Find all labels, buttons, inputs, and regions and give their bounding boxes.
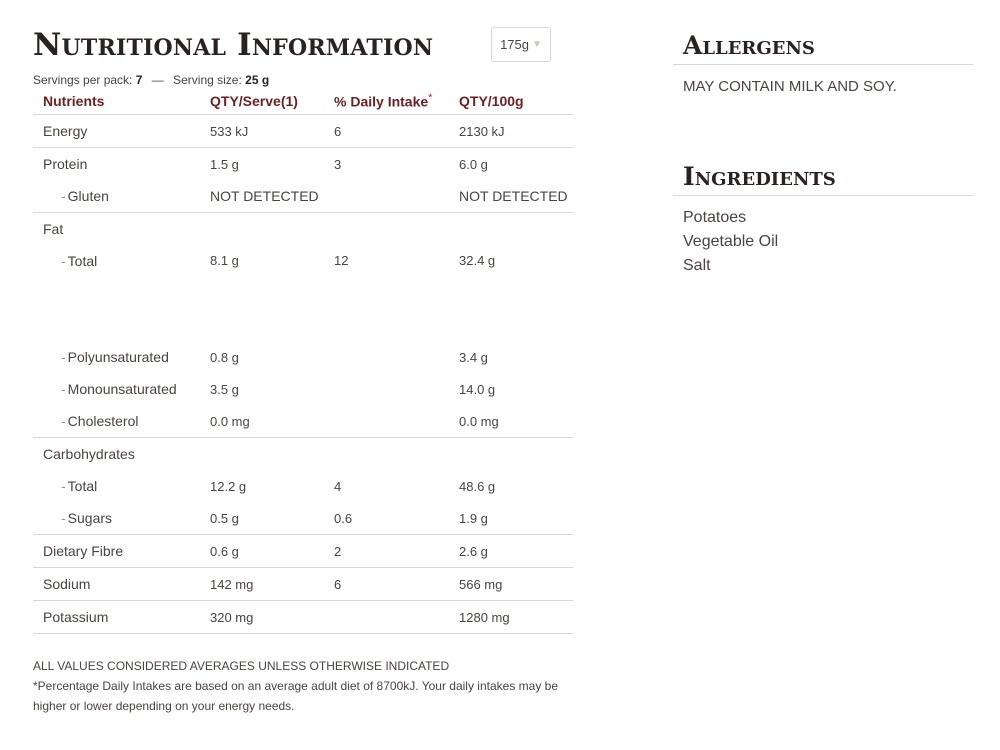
nutrient-label: [33, 180, 200, 213]
ingredients-list: [673, 206, 973, 278]
serving-size-select-value: 175g: [500, 37, 529, 52]
nutrition-footnote: [33, 656, 573, 716]
qty-100g: 0.0 mg: [449, 405, 573, 438]
daily-intake: [324, 213, 449, 246]
allergens-title: Allergens: [673, 28, 973, 65]
daily-intake: [324, 601, 449, 634]
qty-serve: 533 kJ: [200, 115, 324, 148]
servings-per-pack-label: Servings per pack:: [33, 73, 133, 87]
nutrient-label-text: Monounsaturated: [67, 381, 177, 397]
qty-serve: 0.6 g: [200, 535, 324, 568]
nutrient-label-text: Sugars: [67, 510, 113, 526]
nutrient-label-text: Total: [67, 478, 98, 494]
allergens-section: [673, 28, 973, 99]
qty-serve: [200, 213, 324, 246]
table-row-dietary-fibre: [33, 535, 573, 568]
qty-100g: NOT DETECTED: [449, 180, 573, 213]
table-row-carbohydrates: [33, 438, 573, 471]
nutrient-label: [33, 502, 200, 535]
nutrient-label: Sodium: [33, 568, 200, 601]
sub-item-prefix: -: [61, 478, 66, 494]
daily-intake: [324, 438, 449, 471]
nutrient-label-text: Cholesterol: [67, 413, 139, 429]
footnote-daily-intake: *Percentage Daily Intakes are based on an average adult diet of 8700kJ. Your daily intakes may be higher or lower depending on your energy needs.: [33, 679, 559, 713]
serving-size-label: Serving size:: [173, 73, 242, 87]
nutrient-label-text: Gluten: [67, 188, 109, 204]
nutrient-label-text: Total: [67, 253, 98, 269]
sub-item-prefix: -: [61, 188, 66, 204]
qty-serve: 12.2 g: [210, 478, 247, 494]
daily-intake: 6: [324, 568, 449, 601]
table-row-energy: [33, 115, 573, 148]
list-item: Potatoes: [683, 209, 747, 226]
daily-intake: 4: [334, 478, 342, 494]
nutrition-title: Nutritional Information: [33, 27, 434, 63]
table-row-carbohydrates-total: [33, 470, 573, 502]
table-row-fat: [33, 213, 573, 246]
qty-100g: 6.0 g: [459, 156, 488, 172]
servings-info: [33, 72, 573, 88]
qty-100g: 2130 kJ: [449, 115, 573, 148]
nutrient-label: [33, 341, 200, 373]
nutrition-panel: [33, 22, 573, 716]
nutrient-label: Fat: [43, 221, 64, 237]
nutrient-label: Carbohydrates: [43, 446, 135, 462]
nutrient-label: [33, 245, 200, 341]
table-row-cholesterol: [33, 405, 573, 438]
nutrient-label: Protein: [43, 156, 88, 172]
daily-intake: 6: [324, 115, 449, 148]
qty-serve: 8.1 g: [210, 253, 239, 268]
serving-size-value: 25 g: [245, 73, 270, 87]
table-row-polyunsaturated: [33, 341, 573, 373]
daily-intake: 12: [334, 253, 349, 268]
qty-100g: 566 mg: [449, 568, 573, 601]
daily-intake: 3: [334, 156, 342, 172]
nutrient-label: [33, 405, 200, 438]
nutrient-label-text: Polyunsaturated: [67, 349, 169, 365]
qty-serve: 3.5 g: [210, 381, 239, 397]
nutrient-label: [33, 373, 200, 405]
qty-100g: 1280 mg: [449, 601, 573, 634]
header-qty-serve: QTY/Serve(1): [200, 88, 324, 115]
daily-intake: [324, 373, 449, 405]
header-daily-intake: [324, 88, 449, 115]
qty-serve: 0.5 g: [200, 502, 324, 535]
serving-size-select[interactable]: [491, 27, 551, 62]
qty-100g: 48.6 g: [459, 478, 496, 494]
daily-intake: [324, 180, 449, 213]
nutrient-label: [33, 470, 200, 502]
sub-item-prefix: -: [61, 253, 66, 269]
qty-100g: [449, 213, 573, 246]
sub-item-prefix: -: [61, 510, 66, 526]
daily-intake: [324, 341, 449, 373]
nutrition-table: [33, 88, 573, 634]
qty-serve: [200, 438, 324, 471]
servings-per-pack-value: 7: [135, 73, 143, 87]
qty-serve: 142 mg: [200, 568, 324, 601]
allergens-text: MAY CONTAIN MILK AND SOY.: [683, 78, 897, 95]
nutrition-table-header: [33, 88, 573, 115]
daily-intake: [324, 405, 449, 438]
qty-100g: 1.9 g: [449, 502, 573, 535]
qty-100g: 3.4 g: [459, 349, 488, 365]
sub-item-prefix: -: [61, 413, 66, 429]
ingredients-section: [673, 159, 973, 278]
table-row-potassium: [33, 601, 573, 634]
footnote-averages: ALL VALUES CONSIDERED AVERAGES UNLESS OTHERWISE INDICATED: [33, 659, 450, 673]
ingredients-title: Ingredients: [673, 159, 973, 196]
daily-intake: 0.6: [324, 502, 449, 535]
qty-serve: 0.8 g: [210, 349, 239, 365]
header-nutrients: Nutrients: [33, 88, 200, 115]
chevron-down-icon: ▼: [532, 39, 542, 50]
list-item: Salt: [683, 257, 711, 274]
sub-item-prefix: -: [61, 349, 66, 365]
table-row-protein: [33, 148, 573, 181]
nutrient-label: Dietary Fibre: [33, 535, 200, 568]
header-qty-100g: QTY/100g: [449, 88, 573, 115]
qty-serve: 320 mg: [200, 601, 324, 634]
nutrient-label: Energy: [33, 115, 200, 148]
nutrient-label: Potassium: [33, 601, 200, 634]
table-row-fat-total: [33, 245, 573, 341]
sub-item-prefix: -: [61, 381, 66, 397]
header-daily-intake-mark: *: [428, 92, 433, 105]
qty-serve: 1.5 g: [210, 156, 239, 172]
qty-serve: NOT DETECTED: [200, 180, 324, 213]
side-panel: [673, 28, 973, 278]
qty-100g: 2.6 g: [449, 535, 573, 568]
servings-separator: —: [151, 73, 164, 87]
list-item: Vegetable Oil: [683, 233, 779, 250]
qty-100g: 14.0 g: [459, 381, 496, 397]
daily-intake: 2: [324, 535, 449, 568]
qty-serve: 0.0 mg: [200, 405, 324, 438]
qty-100g: 32.4 g: [459, 253, 496, 268]
header-daily-intake-label: % Daily Intake: [334, 93, 429, 110]
table-row-gluten: [33, 180, 573, 213]
table-row-sodium: [33, 568, 573, 601]
table-row-sugars: [33, 502, 573, 535]
qty-100g: [449, 438, 573, 471]
table-row-monounsaturated: [33, 373, 573, 405]
